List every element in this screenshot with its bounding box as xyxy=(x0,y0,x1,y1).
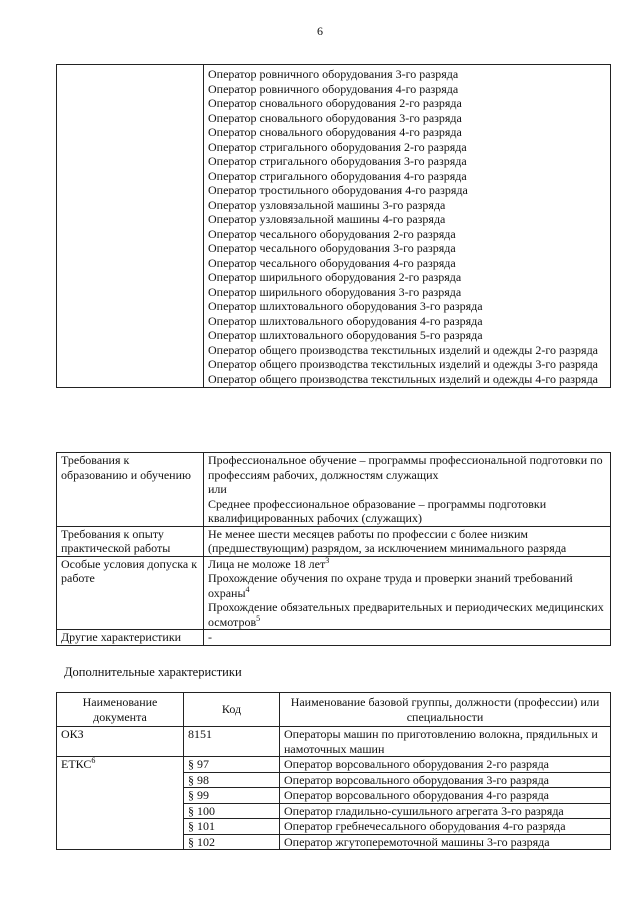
profession-item: Оператор общего производства текстильных изделий и одежды 2-го разряда xyxy=(208,342,598,357)
condition-line xyxy=(208,600,606,629)
profession-item: Оператор стригального оборудования 4-го разряда xyxy=(208,168,467,183)
etks-name: Оператор жгутоперемоточной машины 3-го разряда xyxy=(280,834,611,850)
profession-item: Оператор шлихтовального оборудования 4-го разряда xyxy=(208,313,483,328)
extra-characteristics-title: Дополнительные характеристики xyxy=(64,665,242,679)
profession-item: Оператор ширильного оборудования 3-го разряда xyxy=(208,284,462,299)
footnote-ref: 4 xyxy=(245,584,250,594)
condition-text: Лица не моложе 18 лет xyxy=(208,556,326,571)
etks-name: Оператор ворсовального оборудования 4-го разряда xyxy=(280,788,611,804)
profession-item: Оператор узловязальной машины 3-го разряда xyxy=(208,197,446,212)
footnote-ref: 3 xyxy=(325,555,330,565)
profession-item: Оператор общего производства текстильных изделий и одежды 3-го разряда xyxy=(208,357,598,371)
etks-name: Оператор гладильно-сушильного агрегата 3-го разряда xyxy=(280,803,611,819)
experience-value: Не менее шести месяцев работы по профессии с более низким (предшествующим) разрядом, за исключением минимального разряда xyxy=(204,526,611,556)
education-line: или xyxy=(208,482,227,496)
professions-continuation-table xyxy=(56,64,611,388)
profession-item: Оператор сновального оборудования 3-го разряда xyxy=(208,110,462,125)
okz-code: 8151 xyxy=(184,727,280,757)
profession-item: Оператор сновального оборудования 2-го разряда xyxy=(208,96,462,110)
footnote-ref: 5 xyxy=(256,613,261,623)
etks-code: § 98 xyxy=(184,772,280,788)
conditions-label: Особые условия допуска к работе xyxy=(57,556,204,630)
etks-code: § 97 xyxy=(184,757,280,773)
etks-code: § 102 xyxy=(184,834,280,850)
condition-line xyxy=(208,557,606,572)
etks-code: § 100 xyxy=(184,803,280,819)
other-label: Другие характеристики xyxy=(57,630,204,646)
profession-item: Оператор шлихтовального оборудования 5-го разряда xyxy=(208,328,483,342)
professions-list-cell xyxy=(204,65,611,388)
conditions-value xyxy=(204,556,611,630)
experience-label: Требования к опыту практической работы xyxy=(57,526,204,556)
profession-item: Оператор ширильного оборудования 2-го разряда xyxy=(208,270,462,284)
profession-item: Оператор шлихтовального оборудования 3-го разряда xyxy=(208,299,483,313)
profession-item: Оператор чесального оборудования 2-го разряда xyxy=(208,226,456,241)
other-value: - xyxy=(204,630,611,646)
profession-item: Оператор сновального оборудования 4-го разряда xyxy=(208,125,462,139)
education-line: Среднее профессиональное образование – программы подготовки квалифицированных рабочих (служащих) xyxy=(208,496,547,525)
etks-code: § 101 xyxy=(184,819,280,835)
okz-name: Операторы машин по приготовлению волокна, прядильных и намоточных машин xyxy=(280,727,611,757)
profession-item: Оператор узловязальной машины 4-го разряда xyxy=(208,212,446,226)
etks-doc xyxy=(57,757,184,850)
footnote-ref: 6 xyxy=(91,756,96,765)
profession-item: Оператор стригального оборудования 3-го разряда xyxy=(208,154,467,168)
profession-item: Оператор общего производства текстильных изделий и одежды 4-го разряда xyxy=(208,371,598,386)
etks-label: ЕТКС xyxy=(61,757,92,771)
etks-name: Оператор ворсовального оборудования 2-го разряда xyxy=(280,757,611,773)
extra-characteristics-table xyxy=(56,692,611,850)
etks-name: Оператор гребнечесального оборудования 4-го разряда xyxy=(280,819,611,835)
etks-code: § 99 xyxy=(184,788,280,804)
header-code: Код xyxy=(184,693,280,727)
header-name: Наименование базовой группы, должности (профессии) или специальности xyxy=(280,693,611,727)
requirements-table xyxy=(56,452,611,646)
condition-text: Прохождение обязательных предварительных и периодических медицинских осмотров xyxy=(208,600,604,629)
education-line: Профессиональное обучение – программы профессиональной подготовки по профессиям рабочих, должностям служащих xyxy=(208,453,603,482)
education-value xyxy=(204,453,611,527)
header-document: Наименование документа xyxy=(57,693,184,727)
okz-doc: ОКЗ xyxy=(57,727,184,757)
profession-item: Оператор ровничного оборудования 4-го разряда xyxy=(208,81,459,96)
page-number: 6 xyxy=(317,24,323,38)
profession-item: Оператор ровничного оборудования 3-го разряда xyxy=(208,67,459,81)
profession-item: Оператор чесального оборудования 3-го разряда xyxy=(208,241,456,255)
condition-text: Прохождение обучения по охране труда и проверки знаний требований охраны xyxy=(208,571,573,600)
profession-item: Оператор чесального оборудования 4-го разряда xyxy=(208,255,456,270)
condition-line xyxy=(208,571,606,600)
etks-name: Оператор ворсовального оборудования 3-го разряда xyxy=(280,772,611,788)
profession-item: Оператор стригального оборудования 2-го разряда xyxy=(208,139,467,154)
education-label: Требования к образованию и обучению xyxy=(57,453,204,527)
profession-item: Оператор тростильного оборудования 4-го разряда xyxy=(208,183,468,197)
empty-label-cell xyxy=(57,65,204,388)
